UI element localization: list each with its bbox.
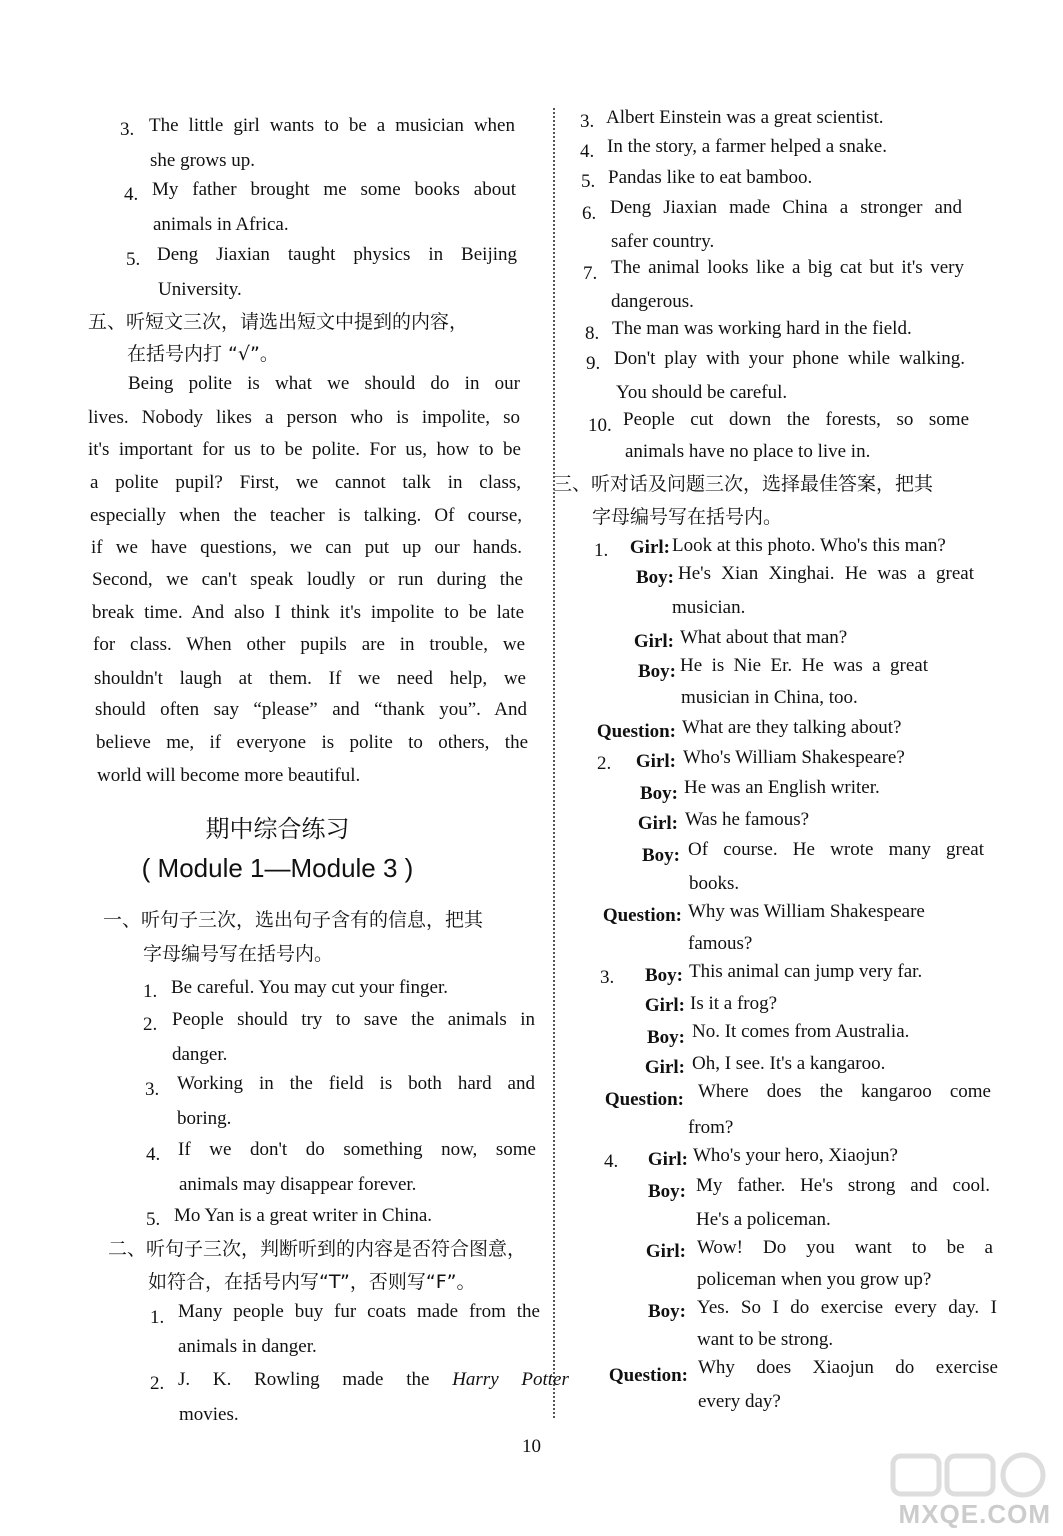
dialogue-line: musician. xyxy=(672,597,746,618)
page-number: 10 xyxy=(522,1436,541,1457)
dialogue-line: What are they talking about? xyxy=(682,717,902,738)
dialogue-line: Yes. So I do exercise every day. I xyxy=(697,1297,997,1318)
section-heading: 三、听对话及问题三次，选择最佳答案，把其 xyxy=(553,473,934,495)
speaker-label: Boy: xyxy=(640,783,678,804)
item-number: 5. xyxy=(146,1209,161,1230)
dialogue-line: Look at this photo. Who's this man? xyxy=(672,535,946,556)
item-line: If we don't do something now, some xyxy=(178,1139,536,1160)
dialogue-line: Where does the kangaroo come xyxy=(698,1081,991,1102)
item-line: Deng Jiaxian made China a stronger and xyxy=(610,197,962,218)
item-line: safer country. xyxy=(611,231,715,252)
passage-line: should often say “please” and “thank you”. And xyxy=(95,699,527,720)
section-heading: 字母编号写在括号内。 xyxy=(143,943,334,965)
item-line: movies. xyxy=(179,1404,239,1425)
section-heading: 五、听短文三次，请选出短文中提到的内容， xyxy=(88,311,469,333)
dialogue-line: No. It comes from Australia. xyxy=(692,1021,910,1042)
speaker-label: Boy: xyxy=(648,1301,686,1322)
item-line: People cut down the forests, so some xyxy=(623,409,969,430)
exam-title: 期中综合练习 xyxy=(205,815,350,843)
dialogue-number: 1. xyxy=(594,540,609,561)
item-number: 4. xyxy=(146,1144,161,1165)
question-label: Question: xyxy=(596,721,676,742)
item-number: 3. xyxy=(120,119,135,140)
speaker-label: Girl: xyxy=(645,1241,686,1262)
section-heading: 字母编号写在括号内。 xyxy=(592,506,783,528)
item-line: Mo Yan is a great writer in China. xyxy=(174,1205,433,1226)
speaker-label: Girl: xyxy=(633,631,674,652)
item-line: You should be careful. xyxy=(616,382,788,403)
dialogue-line: My father. He's strong and cool. xyxy=(696,1175,990,1196)
item-line: People should try to save the animals in xyxy=(172,1009,535,1030)
item-line: Pandas like to eat bamboo. xyxy=(608,167,813,188)
dialogue-line: What about that man? xyxy=(680,627,848,648)
item-number: 4. xyxy=(580,141,595,162)
passage-line: lives. Nobody likes a person who is impolite, so xyxy=(88,407,520,428)
item-line: dangerous. xyxy=(611,291,694,312)
dialogue-line: He is Nie Er. He was a great xyxy=(680,655,928,676)
dialogue-line: want to be strong. xyxy=(697,1329,834,1350)
dialogue-line: musician in China, too. xyxy=(681,687,858,708)
item-line: Albert Einstein was a great scientist. xyxy=(606,107,884,128)
passage-line: break time. And also I think it's impolite to be late xyxy=(92,602,524,623)
section-heading: 在括号内打 “√”。 xyxy=(127,343,279,365)
item-line: animals may disappear forever. xyxy=(179,1174,417,1195)
dialogue-number: 3. xyxy=(600,967,615,988)
item-line: Be careful. You may cut your finger. xyxy=(171,977,449,998)
item-line: danger. xyxy=(172,1044,228,1065)
item-number: 2. xyxy=(150,1373,165,1394)
item-line: My father brought me some books about xyxy=(152,179,516,200)
item-number: 5. xyxy=(126,249,141,270)
speaker-label: Boy: xyxy=(636,567,674,588)
item-number: 10. xyxy=(588,415,612,436)
speaker-label: Girl: xyxy=(637,813,678,834)
item-number: 4. xyxy=(124,184,139,205)
passage-line: Being polite is what we should do in our xyxy=(128,373,520,394)
item-line: Many people buy fur coats made from the xyxy=(178,1301,540,1322)
item-line: In the story, a farmer helped a snake. xyxy=(607,136,887,157)
speaker-label: Boy: xyxy=(645,965,683,986)
column-divider xyxy=(553,108,555,1418)
dialogue-line: He's a policeman. xyxy=(696,1209,831,1230)
item-line: Working in the field is both hard and xyxy=(177,1073,535,1094)
speaker-label: Boy: xyxy=(642,845,680,866)
speaker-label: Girl: xyxy=(635,751,676,772)
dialogue-line: Wow! Do you want to be a xyxy=(697,1237,993,1258)
item-line: boring. xyxy=(177,1108,232,1129)
item-number: 3. xyxy=(145,1079,160,1100)
item-number: 8. xyxy=(585,323,600,344)
question-label: Question: xyxy=(602,905,682,926)
speaker-label: Girl: xyxy=(629,537,670,558)
item-number: 3. xyxy=(580,111,595,132)
item-number: 1. xyxy=(143,981,158,1002)
dialogue-line: Of course. He wrote many great xyxy=(688,839,984,860)
item-number: 6. xyxy=(582,203,597,224)
passage-line: for class. When other pupils are in trouble, we xyxy=(93,634,525,655)
item-number: 7. xyxy=(583,263,598,284)
speaker-label: Boy: xyxy=(638,661,676,682)
passage-line: especially when the teacher is talking. Of course, xyxy=(90,505,522,526)
section-heading: 二、听句子三次，判断听到的内容是否符合图意， xyxy=(108,1238,527,1260)
dialogue-line: This animal can jump very far. xyxy=(689,961,923,982)
dialogue-line: Oh, I see. It's a kangaroo. xyxy=(692,1053,886,1074)
speaker-label: Boy: xyxy=(648,1181,686,1202)
item-line: she grows up. xyxy=(150,150,256,171)
dialogue-line: Why was William Shakespeare xyxy=(688,901,925,922)
dialogue-line: Who's your hero, Xiaojun? xyxy=(693,1145,898,1166)
section-heading: 如符合，在括号内写“T”，否则写“F”。 xyxy=(148,1271,476,1293)
item-line: Deng Jiaxian taught physics in Beijing xyxy=(157,244,517,265)
dialogue-line: policeman when you grow up? xyxy=(697,1269,932,1290)
item-line: The man was working hard in the field. xyxy=(612,318,912,339)
speaker-label: Girl: xyxy=(647,1149,688,1170)
exam-subtitle: ( Module 1—Module 3 ) xyxy=(141,853,414,883)
item-line: animals in Africa. xyxy=(153,214,289,235)
passage-line: believe me, if everyone is polite to others, the xyxy=(96,732,528,753)
item-line: J. K. Rowling made the Harry Potter xyxy=(178,1369,569,1390)
dialogue-line: books. xyxy=(689,873,740,894)
dialogue-line: Who's William Shakespeare? xyxy=(683,747,905,768)
passage-line: if we have questions, we can put up our hands. xyxy=(91,537,522,558)
item-number: 9. xyxy=(586,353,601,374)
question-label: Question: xyxy=(608,1365,688,1386)
dialogue-line: Was he famous? xyxy=(685,809,810,830)
passage-line: shouldn't laugh at them. If we need help, we xyxy=(94,668,526,689)
speaker-label: Girl: xyxy=(644,995,685,1016)
section-heading: 一、听句子三次，选出句子含有的信息，把其 xyxy=(103,909,484,931)
passage-line: world will become more beautiful. xyxy=(97,765,361,786)
dialogue-number: 4. xyxy=(604,1151,619,1172)
question-label: Question: xyxy=(604,1089,684,1110)
item-number: 2. xyxy=(143,1014,158,1035)
watermark-text: MXQE.COM xyxy=(898,1499,1051,1529)
dialogue-line: from? xyxy=(688,1117,734,1138)
dialogue-line: every day? xyxy=(698,1391,781,1412)
item-line: The animal looks like a big cat but it's very xyxy=(611,257,964,278)
item-number: 5. xyxy=(581,171,596,192)
dialogue-line: He's Xian Xinghai. He was a great xyxy=(678,563,974,584)
dialogue-line: Why does Xiaojun do exercise xyxy=(698,1357,998,1378)
item-line: University. xyxy=(158,279,242,300)
dialogue-line: famous? xyxy=(688,933,753,954)
item-line: animals in danger. xyxy=(178,1336,317,1357)
passage-line: a polite pupil? First, we cannot talk in class, xyxy=(90,472,521,493)
item-line: Don't play with your phone while walking. xyxy=(614,348,965,369)
speaker-label: Boy: xyxy=(647,1027,685,1048)
passage-line: Second, we can't speak loudly or run during the xyxy=(92,569,523,590)
item-line: The little girl wants to be a musician when xyxy=(149,115,515,136)
item-number: 1. xyxy=(150,1307,165,1328)
item-line: animals have no place to live in. xyxy=(625,441,871,462)
dialogue-number: 2. xyxy=(597,753,612,774)
dialogue-line: He was an English writer. xyxy=(684,777,880,798)
dialogue-line: Is it a frog? xyxy=(690,993,778,1014)
speaker-label: Girl: xyxy=(644,1057,685,1078)
passage-line: it's important for us to be polite. For us, how to be xyxy=(88,439,521,460)
